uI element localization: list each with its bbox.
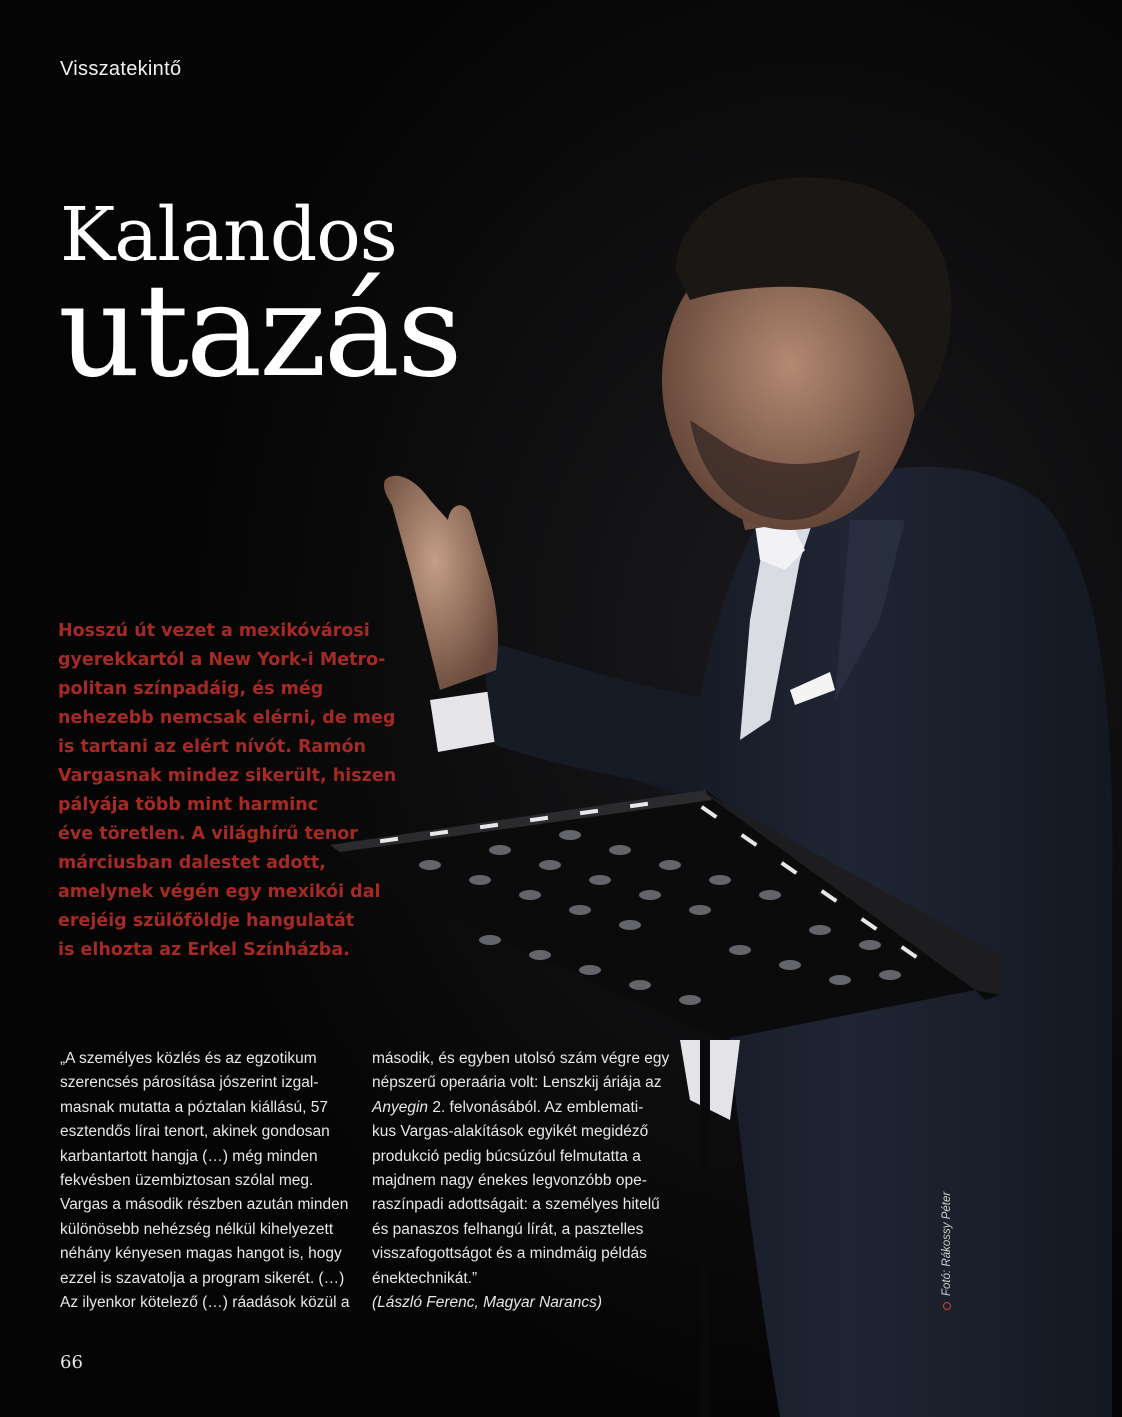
body-line: karbantartott hangja (…) még minden — [60, 1147, 318, 1165]
body-line: esztendős lírai tenort, akinek gondosan — [60, 1123, 330, 1141]
body-line: népszerű operaária volt: Lenszkij áriája az — [372, 1074, 662, 1092]
title-line-1: Kalandos — [60, 192, 397, 278]
page-number: 66 — [60, 1352, 83, 1373]
body-line: „A személyes közlés és az egzotikum — [60, 1050, 317, 1067]
lead-line: Hosszú út vezet a mexikóvárosi — [58, 621, 370, 641]
body-line-rest: 2. felvonásából. Az emblemati- — [428, 1098, 644, 1116]
camera-dot-icon — [943, 1302, 951, 1310]
body-line: majdnem nagy énekes legvonzóbb ope- — [372, 1172, 647, 1190]
body-line: visszafogottságot és a mindmáig példás — [372, 1245, 647, 1263]
lead-paragraph — [58, 617, 398, 965]
body-line: raszínpadi adottságait: a személyes hitelű — [372, 1196, 660, 1214]
body-line: Vargas a második részben azután minden — [60, 1196, 349, 1214]
body-line: és panaszos felhangú lírát, a pasztelles — [372, 1220, 644, 1238]
citation: (László Ferenc, Magyar Narancs) — [372, 1294, 602, 1312]
body-line: énektechnikát.” — [372, 1269, 478, 1287]
body-column-left — [60, 1047, 349, 1315]
title-line-2: utazás — [58, 257, 460, 406]
lead-line: márciusban dalestet adott, — [58, 853, 326, 873]
lead-line: amelynek végén egy mexikói dal — [58, 882, 381, 902]
lead-line: is elhozta az Erkel Színházba. — [58, 940, 350, 960]
lead-line: éve töretlen. A világhírű tenor — [58, 824, 358, 844]
body-line: különösebb nehézség nélkül kihelyezett — [60, 1220, 334, 1238]
work-title: Anyegin — [372, 1098, 429, 1116]
body-column-right — [372, 1047, 669, 1315]
lead-line: gyerekkartól a New York-i Metro- — [58, 650, 386, 670]
lead-line: nehezebb nemcsak elérni, de meg — [58, 708, 396, 728]
lead-line: erejéig szülőföldje hangulatát — [58, 911, 355, 931]
body-line — [372, 1096, 669, 1120]
lead-line: politan színpadáig, és még — [58, 679, 324, 699]
body-line: második, és egyben utolsó szám végre egy — [372, 1050, 670, 1067]
photo-credit-text: Fotó: Rákossy Péter — [941, 1191, 953, 1296]
body-line: Az ilyenkor kötelező (…) ráadások közül a — [60, 1294, 350, 1312]
lead-line: Vargasnak mindez sikerült, hiszen — [58, 766, 397, 786]
body-line: néhány kényesen magas hangot is, hogy — [60, 1245, 342, 1263]
photo-credit — [941, 1192, 953, 1310]
body-line: produkció pedig búcsúzóul felmutatta a — [372, 1147, 641, 1165]
body-line: ezzel is szavatolja a program sikerét. (…) — [60, 1269, 345, 1287]
body-line: kus Vargas-alakítások egyikét megidéző — [372, 1123, 649, 1141]
section-label: Visszatekintő — [60, 58, 182, 80]
body-line: masnak mutatta a póztalan kiállású, 57 — [60, 1098, 328, 1116]
body-line: szerencsés párosítása jószerint izgal- — [60, 1074, 319, 1092]
lead-line: is tartani az elért nívót. Ramón — [58, 737, 366, 757]
lead-line: pályája több mint harminc — [58, 795, 319, 815]
body-line: fekvésben üzembiztosan szólal meg. — [60, 1172, 314, 1190]
